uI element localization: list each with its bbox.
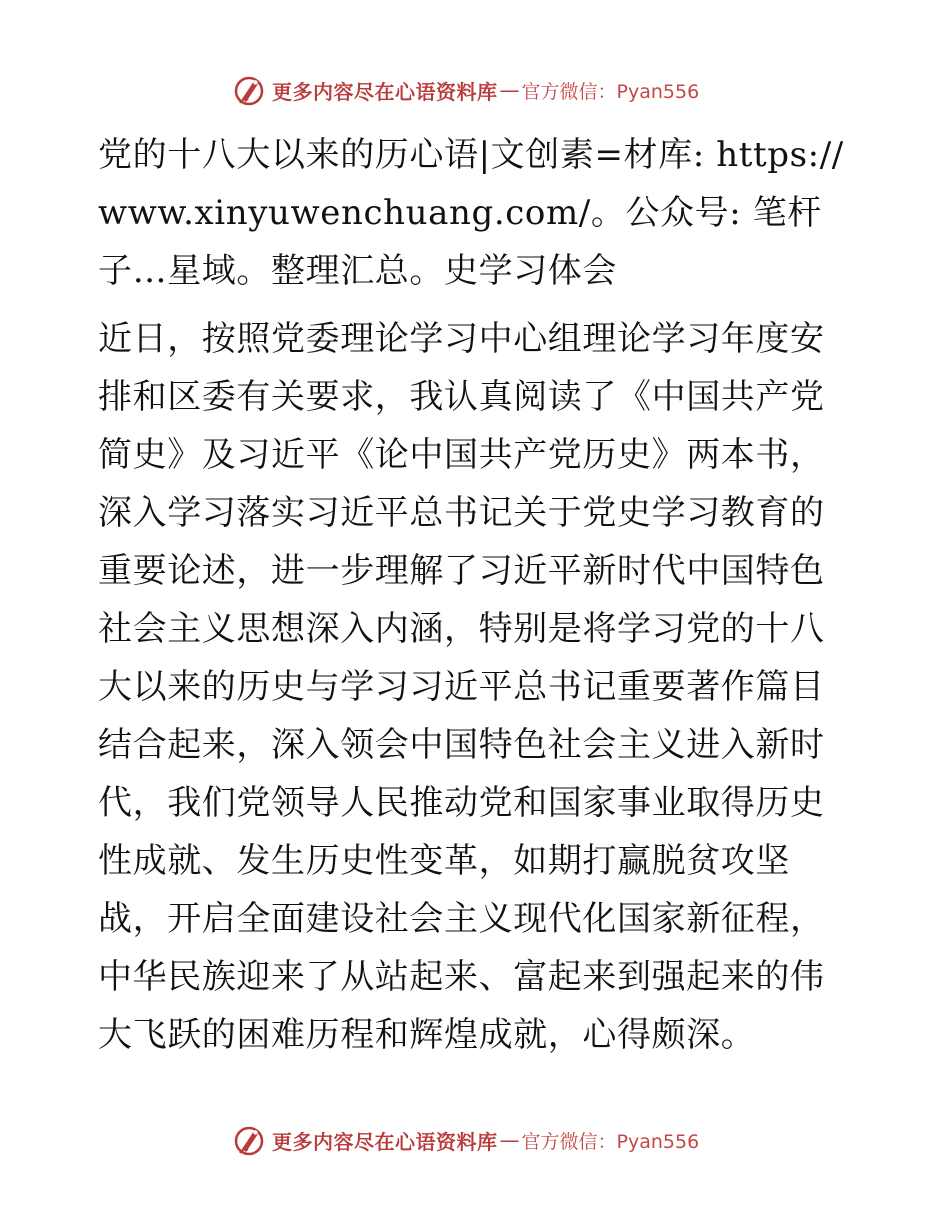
footer-banner: [232, 1122, 699, 1158]
banner-dash: —: [499, 78, 520, 102]
paragraph-title: 党的十八大以来的历心语|文创素=材库: https://www.xinyuwenchuang.com/。公众号: 笔杆子…星域。整理汇总。史学习体会: [98, 135, 844, 291]
header-banner: [232, 72, 699, 108]
banner-tagline: 更多内容尽在心语资料库: [272, 1129, 498, 1154]
banner-tagline: 更多内容尽在心语资料库: [272, 79, 498, 104]
paragraph-body: 近日，按照党委理论学习中心组理论学习年度安排和区委有关要求，我认真阅读了《中国共产党简史》及习近平《论中国共产党历史》两本书，深入学习落实习近平总书记关于党史学习教育的重要论述，进一步理解了习近平新时代中国特色社会主义思想深入内涵，特别是将学习党的十八大以来的历史与学习习近平总书记重要著作篇目结合起来，深入领会中国特色社会主义进入新时代，我们党领导人民推动党和国家事业取得历史性成就、发生历史性变革，如期打赢脱贫攻坚战，开启全面建设社会主义现代化国家新征程，中华民族迎来了从站起来、富起来到强起来的伟大飞跃的困难历程和辉煌成就，心得颇深。: [98, 319, 825, 1055]
banner-contact: 官方微信：Pyan556: [521, 1130, 700, 1153]
banner-contact: 官方微信：Pyan556: [521, 80, 700, 103]
pen-nib-circle-icon: [232, 1123, 266, 1157]
banner-dash: —: [499, 1128, 520, 1152]
pen-nib-circle-icon: [232, 73, 266, 107]
